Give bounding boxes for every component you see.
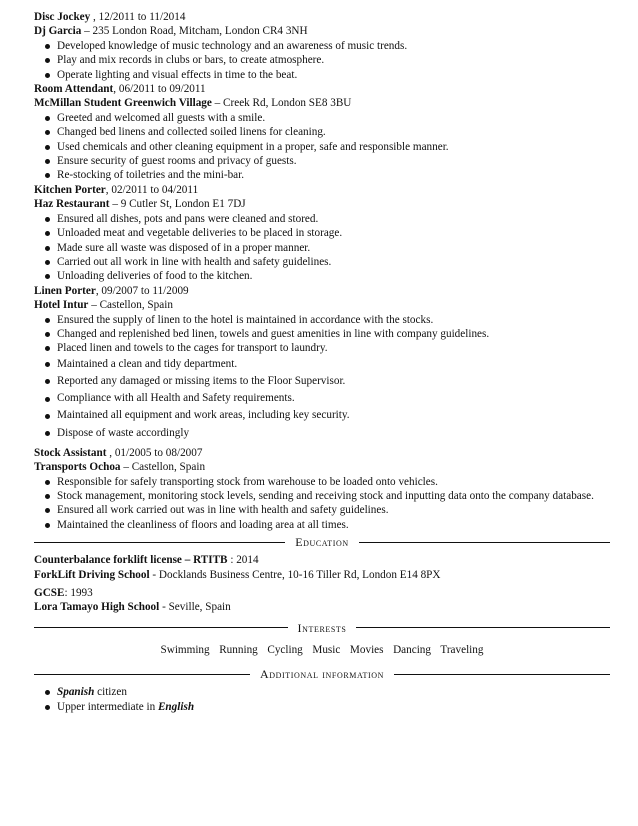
duties-list [34, 111, 610, 183]
heading-rule-left [34, 542, 285, 543]
employer-location: – Creek Rd, London SE8 3BU [211, 97, 352, 110]
job-title-line [34, 446, 610, 460]
duties-list [34, 475, 610, 533]
qualification-year: : 1993 [64, 587, 93, 600]
employer-location: – 235 London Road, Mitcham, London CR4 3NH [81, 25, 308, 38]
section-title: Education [295, 535, 349, 550]
job-title: Disc Jockey [34, 11, 91, 23]
list-item: Ensured all work carried out was in line with health and safety guidelines. [34, 503, 610, 517]
list-item: Carried out all work in line with health and safety guidelines. [34, 255, 610, 269]
duties-list [34, 212, 610, 284]
school-name: Lora Tamayo High School [34, 601, 160, 614]
job-title: Kitchen Porter [34, 183, 106, 196]
emphasis-text: English [157, 700, 195, 713]
employer-location: – 9 Cutler St, London E1 7DJ [109, 198, 246, 211]
list-item [34, 685, 610, 699]
list-item: Ensure security of guest rooms and privacy of guests. [34, 154, 610, 168]
list-item: Unloaded meat and vegetable deliveries to be placed in storage. [34, 226, 610, 240]
employer-line [34, 460, 610, 474]
job-title-line [34, 284, 610, 298]
job-title-line [34, 82, 610, 96]
employer-name: McMillan Student Greenwich Village [34, 97, 212, 110]
school-location: - Docklands Business Centre, 10-16 Tiller Rd, London E14 8PX [149, 568, 441, 581]
additional-info-heading [34, 667, 610, 681]
heading-rule-right [359, 542, 610, 543]
school-line [34, 568, 610, 582]
section-title: Interests [297, 620, 347, 635]
school-line [34, 600, 610, 614]
job-title: Stock Assistant [34, 446, 107, 459]
list-item: Greeted and welcomed all guests with a smile. [34, 111, 610, 125]
list-item: Play and mix records in clubs or bars, to create atmosphere. [34, 53, 610, 67]
list-item: Ensured all dishes, pots and pans were cleaned and stored. [34, 212, 610, 226]
employer-name: Hotel Intur [34, 299, 89, 312]
heading-rule-left [34, 674, 250, 675]
education-entry [34, 586, 610, 615]
list-item: Maintained the cleanliness of floors and loading area at all times. [34, 518, 610, 532]
employer-name: Dj Garcia [34, 25, 82, 38]
education-entry [34, 553, 610, 582]
qualification-line [34, 553, 610, 567]
list-item: Re-stocking of toiletries and the mini-bar. [34, 168, 610, 182]
employer-name: Haz Restaurant [34, 198, 110, 211]
employer-line [34, 197, 610, 211]
school-location: - Seville, Spain [159, 601, 231, 614]
job-dates: , 09/2007 to 11/2009 [95, 284, 189, 297]
job-dates: , 12/2011 to 11/2014 [90, 11, 186, 23]
list-item: Used chemicals and other cleaning equipment in a proper, safe and responsible manner. [34, 140, 610, 154]
job-title-line [34, 183, 610, 197]
employer-name: Transports Ochoa [34, 461, 121, 474]
list-item: Reported any damaged or missing items to the Floor Supervisor. [34, 373, 610, 390]
list-item: Responsible for safely transporting stock from warehouse to be loaded onto vehicles. [34, 475, 610, 489]
item-text: citizen [94, 686, 127, 699]
list-item: Developed knowledge of music technology and an awareness of music trends. [34, 39, 610, 53]
job-kitchen-porter [34, 183, 610, 284]
duties-list [34, 313, 610, 356]
job-room-attendant [34, 82, 610, 183]
list-item: Operate lighting and visual effects in time to the beat. [34, 68, 610, 82]
job-linen-porter [34, 284, 610, 442]
duties-list [34, 39, 610, 82]
employer-location: – Castellon, Spain [120, 461, 206, 474]
list-item: Maintained all equipment and work areas, including key security. [34, 407, 610, 424]
heading-rule-right [394, 674, 610, 675]
qualification-name: GCSE [34, 587, 65, 600]
list-item: Maintained a clean and tidy department. [34, 356, 610, 373]
employer-location: – Castellon, Spain [88, 299, 173, 312]
education-heading [34, 535, 610, 549]
item-text: Upper intermediate in [57, 700, 158, 713]
qualification-line [34, 586, 610, 600]
employer-line [34, 24, 610, 38]
job-title: Room Attendant [34, 83, 114, 96]
duties-list-continued [34, 356, 610, 442]
heading-rule-right [356, 627, 610, 628]
emphasis-text: Spanish [57, 686, 95, 699]
job-dates: , 01/2005 to 08/2007 [106, 446, 203, 459]
resume-page [34, 10, 610, 714]
list-item: Unloading deliveries of food to the kitchen. [34, 269, 610, 283]
job-title: Linen Porter [34, 284, 96, 297]
list-item: Made sure all waste was disposed of in a proper manner. [34, 241, 610, 255]
job-title-line [34, 10, 610, 24]
interests-heading [34, 621, 610, 635]
list-item: Stock management, monitoring stock levels, sending and receiving stock and inputting data onto the company database. [34, 489, 610, 503]
job-stock-assistant [34, 446, 610, 532]
list-item: Compliance with all Health and Safety requirements. [34, 390, 610, 407]
employer-line [34, 298, 610, 312]
interests-list: Swimming Running Cycling Music Movies Dancing Traveling [160, 643, 484, 656]
list-item: Changed and replenished bed linen, towels and guest amenities in line with company guidelines. [34, 327, 610, 341]
list-item: Placed linen and towels to the cages for transport to laundry. [34, 341, 610, 355]
list-item: Changed bed linens and collected soiled linens for cleaning. [34, 125, 610, 139]
job-disc-jockey [34, 10, 610, 82]
job-dates: , 02/2011 to 04/2011 [105, 183, 199, 196]
list-item: Dispose of waste accordingly [34, 425, 610, 442]
employer-line [34, 96, 610, 110]
list-item: Ensured the supply of linen to the hotel is maintained in accordance with the stocks. [34, 313, 610, 327]
qualification-name: Counterbalance forklift license – RTITB [34, 554, 228, 567]
section-title: Additional information [260, 667, 384, 682]
additional-info-list [34, 685, 610, 714]
list-item [34, 700, 610, 714]
qualification-year: : 2014 [227, 554, 259, 567]
school-name: ForkLift Driving School [34, 568, 150, 581]
heading-rule-left [34, 627, 288, 628]
job-dates: , 06/2011 to 09/2011 [113, 83, 206, 96]
